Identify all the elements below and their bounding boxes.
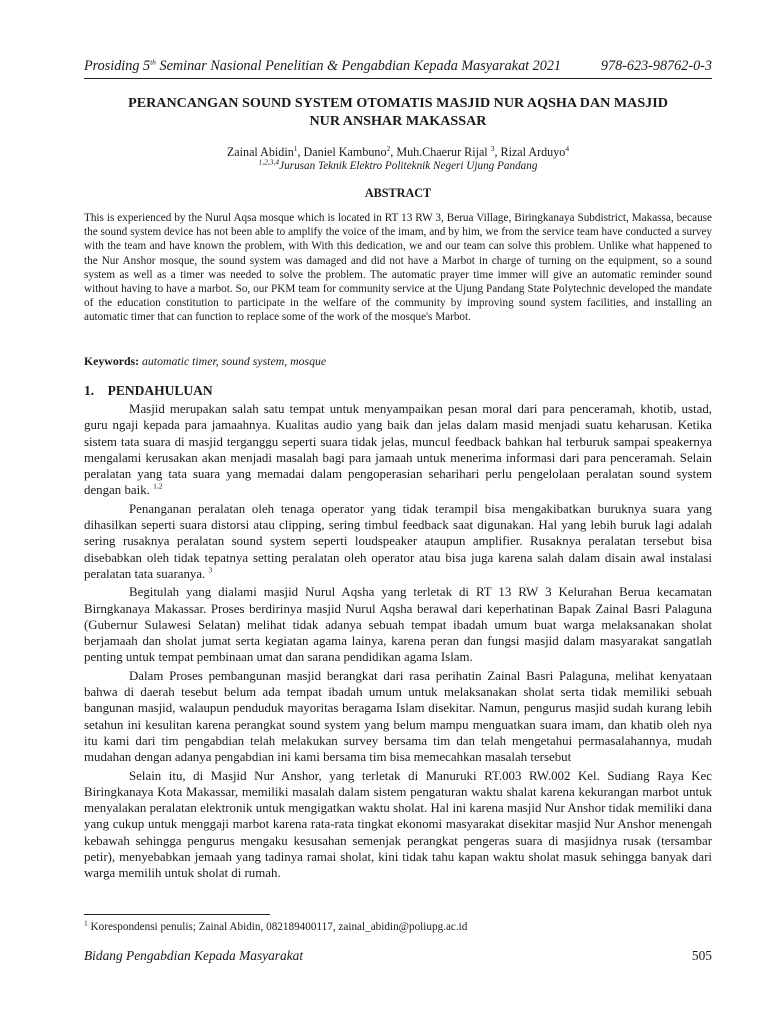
author-1: Zainal Abidin$^1$, <box>226 143 304 159</box>
author-list <box>84 145 712 160</box>
title-line-2: NUR ANSHAR MAKASSAR <box>309 113 487 129</box>
affiliation: $^{1,2,3,4}$Jurusan Teknik Elektro Politeknik Negeri Ujung Pandang <box>258 157 538 172</box>
keywords-label: Keywords: <box>84 354 140 368</box>
header-divider <box>84 78 712 79</box>
footnote: $^1$ Korespondensi penulis; Zainal Abidin, 082189400117, zainal_abidin@poliupg.ac.id <box>84 918 468 933</box>
footer-section-name: Bidang Pengabdian Kepada Masyarakat <box>84 948 304 963</box>
author-2: Daniel Kambuno$^2$, <box>303 143 397 159</box>
abstract-heading: ABSTRACT <box>364 186 432 200</box>
proceedings-title: Prosiding 5th Seminar Nasional Penelitian & Pengabdian Kepada Masyarakat 2021 <box>84 57 562 74</box>
paragraph-4: Dalam Proses pembangunan masjid berangkat dari rasa perihatin Zainal Basri Palaguna, melihat kenyataan bahwa di daerah tesebut belum ada tempat ibadah umum untuk melaksanakan sholat serta tidak memiliki sebuah bangunan masjid, walaupun penduduk mayoritas beragama Islam disekitar. Namun, pengurus masjid sudah kurang lebih setahun ini kesulitan karena perangkat sound system yang belum mampu menguatkan suara imam, dan khatib oleh nya itu kami dari tim pengabdian telah melakukan survey bersama tim dan telah mengetahui permasalahannya, mudah mudahan dengan adanya pengabdian ini kami bersama tim bisa memecahkan masalah tersebut <box>84 668 712 765</box>
author-3: Muh.Chaerur Rijal $^3$, <box>396 143 501 159</box>
keywords <box>84 354 712 369</box>
isbn: 978-623-98762-0-3 <box>600 58 712 74</box>
abstract-body: This is experienced by the Nurul Aqsa mosque which is located in RT 13 RW 3, Berua Village, Biringkanaya Subdistrict, Makassa, because the sound system device has not been able to amplify the voice of the imam, and by him, we from the service team have conducted a survey with the team and have known the problem, with With this dedication, we and our team can solve this problem. Unlike what happened to the Nur Anshor mosque, the sound system was damaged and did not have a Marbot in charge of turning on the equipment, so a sound system as well as a timer was needed to solve the problem. The automatic prayer time immer will give an automatic reminder sound without having to have a marbot. So, our PKM team for community service at the Ujung Pandang State Polytechnic developed the mandate of the education constitution to participate in the welfare of the community by improving sound system facilities, and installing an automatic timer that can function to replace some of the work of the mosque's Marbot. <box>84 212 712 324</box>
paper-title <box>84 94 712 130</box>
keywords-text: automatic timer, sound system, mosque <box>142 354 327 368</box>
page-number: 505 <box>691 948 712 963</box>
paragraph-3: Begitulah yang dialami masjid Nurul Aqsha yang terletak di RT 13 RW 3 Kelurahan Berua kecamatan Birngkanaya Makassar. Proses berdirinya masjid Nurul Aqsha berawal dari keperhatinan Bapak Zainal Basri Palaguna (Gubernur Sulawesi Selatan) melihat tidak adanya sebuah tempat ibadah umum buat warga melaksanakan sholat berjamaah dan sholat jumat serta kegiatan agama lainya, karena peran dan fungsi masjid dalam masyarakat sangatlah penting untuk tempat pembinaan umat dan sarana pendidikan agama Islam. <box>84 585 712 665</box>
paragraph-5: Selain itu, di Masjid Nur Anshor, yang terletak di Manuruki RT.003 RW.002 Kel. Sudiang Raya Kec Biringkanaya Kota Makassar, memiliki masalah dalam sistem pengaturan waktu shalat karena kekurangan marbot untuk menyalakan peralatan elektronik untuk mengigatkan waktu sholat. Hal ini karena masjid Nur Anshor tidak memiliki dana yang cukup untuk menggaji marbot karena rata-rata tingkat ekonomi masyarakat disekitar masjid Nur Anshor menengah kebawah sehingga pengurus mengaku kesusahan semenjak perangkat pengeras suara di masjidnya rusak (tersambar petir), menyebabkan jemaah yang tadinya ramai sholat, kini tidak tahu kapan waktu sholat masuk sehingga banyak dari warga memilih untuk sholat di rumah. <box>84 768 712 881</box>
author-4: Rizal Arduyo$^4$ <box>500 143 570 159</box>
running-header <box>84 58 712 75</box>
title-line-1: PERANCANGAN SOUND SYSTEM OTOMATIS MASJID NUR AQSHA DAN MASJID <box>128 95 668 111</box>
body-text <box>84 401 712 884</box>
section-heading: 1. PENDAHULUAN <box>84 383 213 398</box>
footnote-divider <box>84 914 270 915</box>
paragraph-1: Masjid merupakan salah satu tempat untuk menyampaikan pesan moral dari para penceramah, khotib, ustad, guru ngaji kepada para jamaahnya. Kualitas audio yang baik dan jelas dalam masid menjadi suatu keharusan. Ketika sistem tata suara di masjid terganggu seperti suara tidak jelas, muncul feedback bahkan hal terburuk sampai speakernya mengalami kerusakan akan menjadi masalah bagi para jamaah untuk menerima informasi dari para penceramah. Selain peralatan yang tata suara yang memadai dalam pengoperasian seharihari perlu pengelolaan peralatan sound system dengan baik. $^{1,2}$ <box>84 402 712 498</box>
paragraph-2: Penanganan peralatan oleh tenaga operator yang tidak terampil bisa mengakibatkan buruknya suara yang dihasilkan seperti suara distorsi atau clipping, sering timbul feedback saat digunakan. Hal yang lebih buruk lagi adalah sering rusaknya peralatan sound system seperti loudspeaker ataupun amplifier. Rusaknya peralatan tersebut bisa disebabkan oleh tidak tepatnya setting peralatan oleh operator atau bisa juga karena salah dalam disain awal instalasi peralatan tata suaranya. $^3$ <box>84 501 712 581</box>
